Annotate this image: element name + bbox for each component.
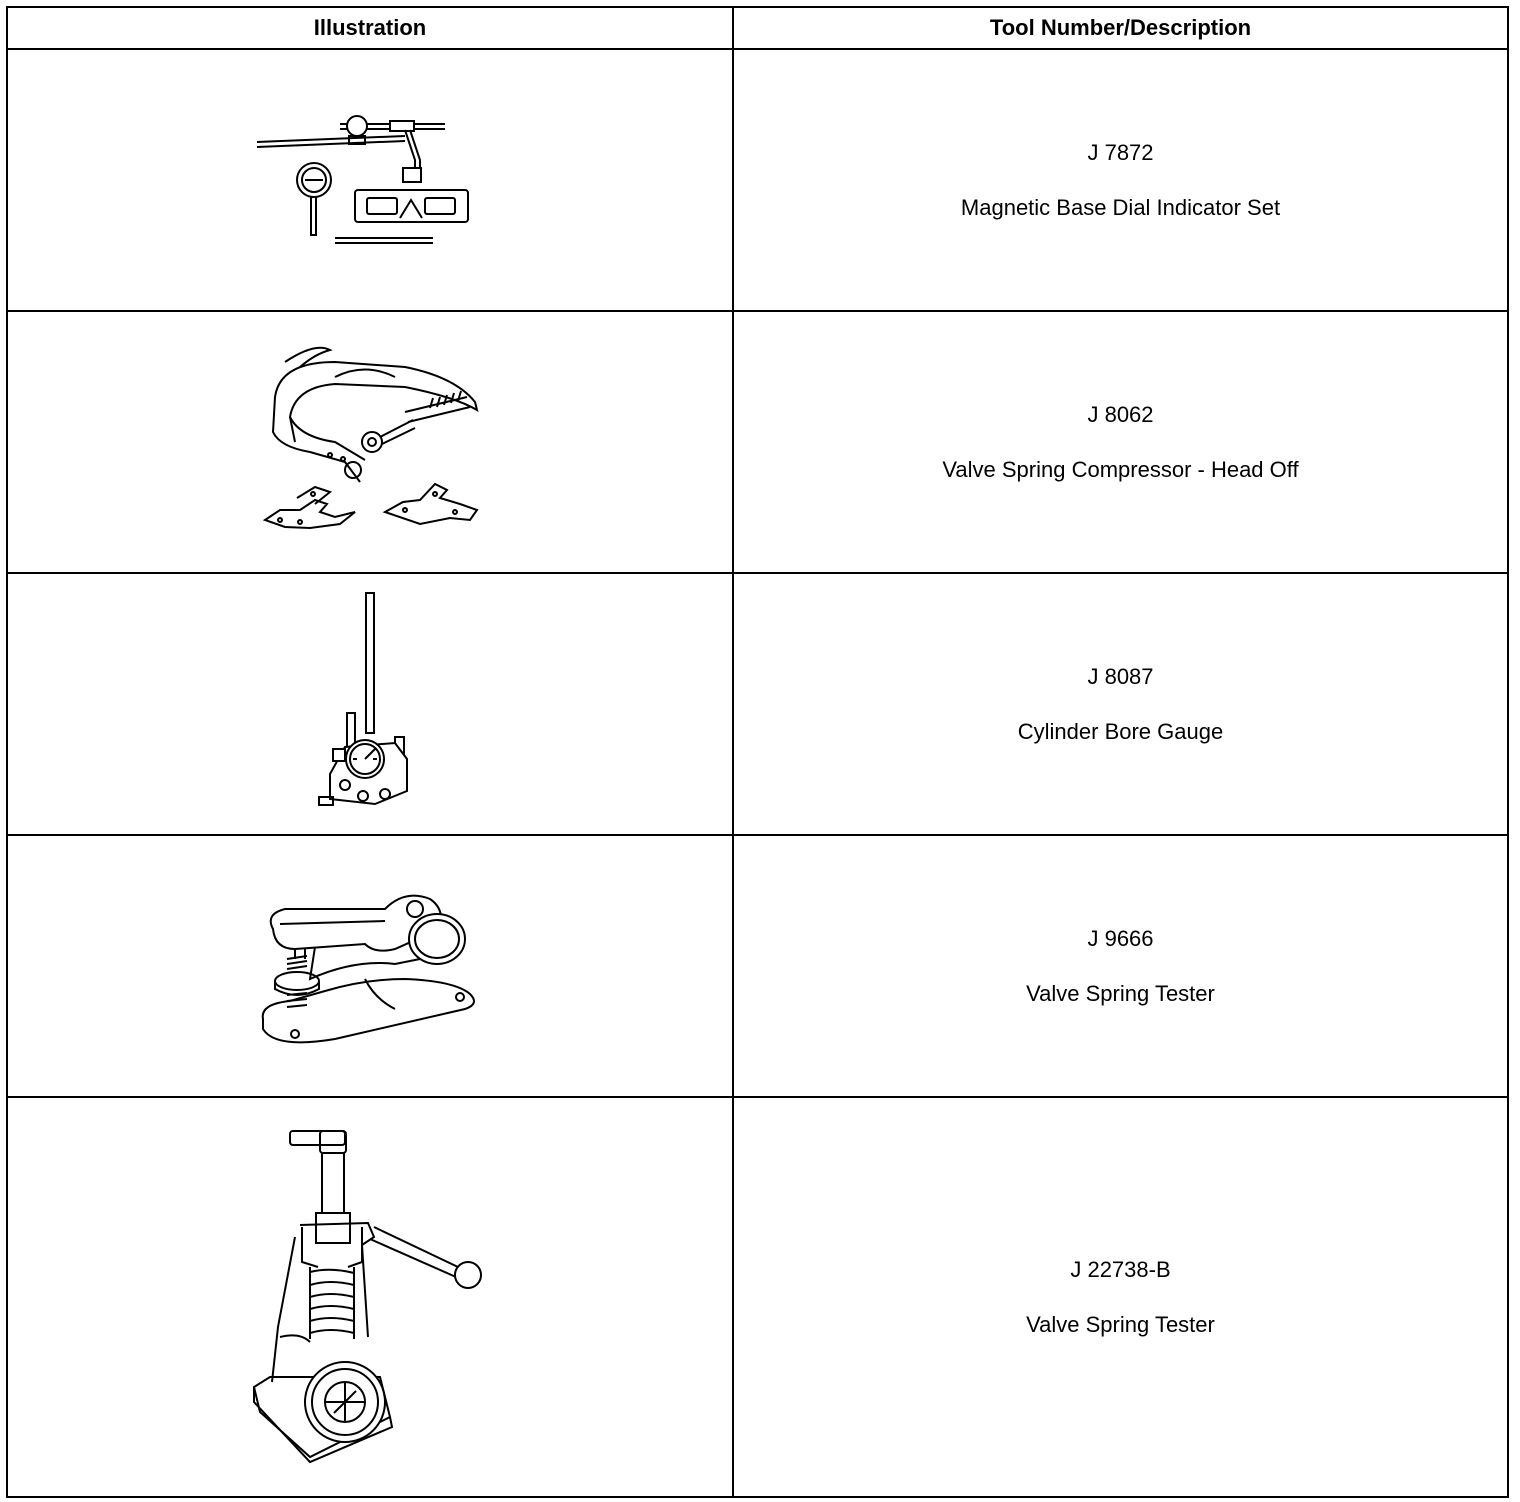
tool-description: Valve Spring Tester [1026, 980, 1215, 1006]
table-row [7, 573, 1508, 835]
tool-number: J 8087 [1087, 663, 1154, 689]
illustration-cell [7, 311, 733, 573]
description-cell [733, 311, 1508, 573]
header-row [7, 7, 1508, 49]
tool-description: Magnetic Base Dial Indicator Set [960, 194, 1281, 220]
table-row [7, 1097, 1508, 1497]
valve-spring-compressor-icon [255, 342, 485, 542]
illustration-cell [7, 49, 733, 311]
illustration-header: Illustration [7, 7, 733, 49]
tool-description-header: Tool Number/Description [733, 7, 1508, 49]
table-row [7, 835, 1508, 1097]
tool-number: J 7872 [1087, 139, 1154, 165]
description-cell [733, 573, 1508, 835]
tool-description: Valve Spring Tester [1026, 1311, 1215, 1337]
tool-description: Cylinder Bore Gauge [1017, 718, 1224, 744]
tool-number: J 22738-B [1070, 1256, 1171, 1282]
valve-spring-tester-press-icon [250, 1127, 490, 1467]
table-row [7, 49, 1508, 311]
magnetic-base-dial-indicator-icon [255, 110, 485, 250]
tool-description: Valve Spring Compressor - Head Off [942, 456, 1299, 482]
tool-number: J 8062 [1087, 401, 1154, 427]
cylinder-bore-gauge-icon [315, 589, 425, 819]
tool-table [6, 6, 1509, 1498]
tool-number: J 9666 [1087, 925, 1154, 951]
illustration-cell [7, 1097, 733, 1497]
illustration-cell [7, 573, 733, 835]
valve-spring-tester-lever-icon [255, 879, 485, 1054]
description-cell [733, 835, 1508, 1097]
table-row [7, 311, 1508, 573]
illustration-cell [7, 835, 733, 1097]
description-cell [733, 49, 1508, 311]
description-cell [733, 1097, 1508, 1497]
